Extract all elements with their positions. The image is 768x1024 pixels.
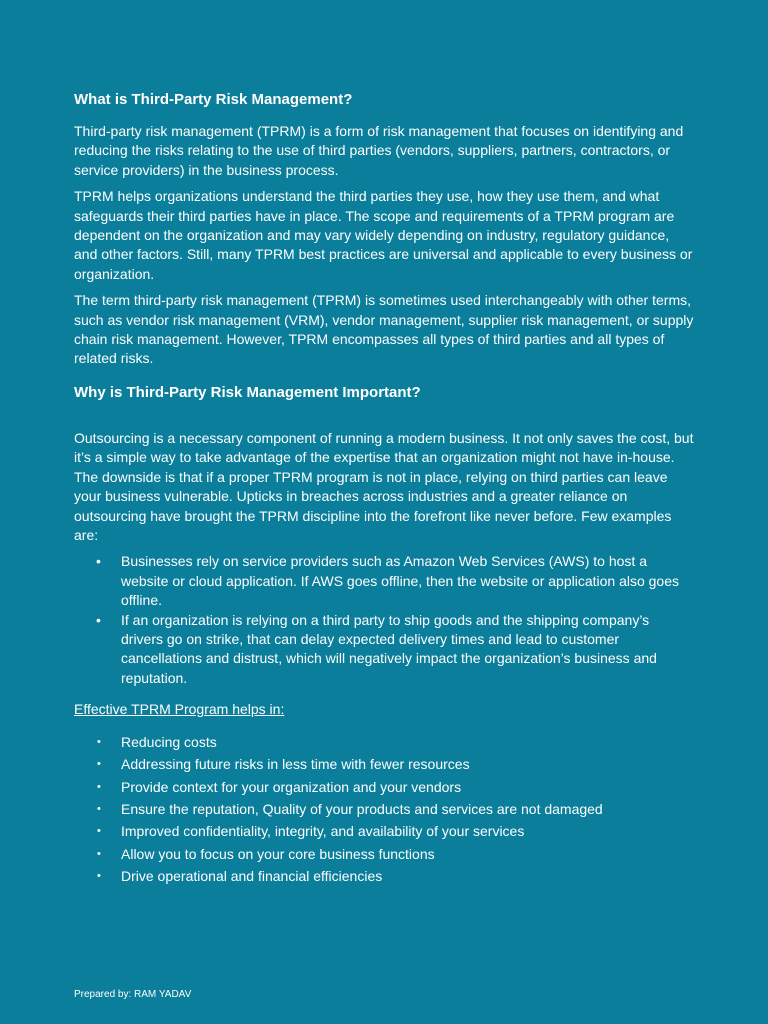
subheading-effective-tprm: Effective TPRM Program helps in: bbox=[74, 701, 285, 718]
document-page bbox=[74, 90, 694, 887]
bullet-icon: • bbox=[97, 803, 101, 816]
section-heading-why-important: Why is Third-Party Risk Management Important? bbox=[74, 383, 421, 401]
list-item bbox=[74, 753, 694, 775]
list-item bbox=[74, 776, 694, 798]
list-item-text: Businesses rely on service providers such as Amazon Web Services (AWS) to host a website or cloud application. If AWS goes offline, then the website or application also goes offline. bbox=[121, 553, 680, 609]
list-item bbox=[74, 798, 694, 820]
list-item-text: Reducing costs bbox=[121, 734, 217, 751]
list-item-text: If an organization is relying on a third party to ship goods and the shipping company’s drivers go on strike, that can delay expected delivery times and lead to customer cancellations and distrust, which will negatively impact the organization’s business and reputation. bbox=[121, 611, 657, 686]
list-item bbox=[74, 731, 694, 753]
bullet-icon: • bbox=[97, 869, 101, 882]
list-item bbox=[74, 865, 694, 887]
paragraph-outsourcing: Outsourcing is a necessary component of running a modern business. It not only saves the cost, but it’s a simple way to take advantage of the expertise that an organization might not have in-house. The downside is that if a proper TPRM program is not in place, relying on third parties can leave your business vulnerable. Upticks in breaches across industries and a greater reliance on outsourcing have brought the TPRM discipline into the forefront like never before. Few examples are: bbox=[74, 429, 694, 543]
bullet-icon: • bbox=[97, 825, 101, 838]
bullet-icon: • bbox=[97, 780, 101, 793]
list-item-text: Addressing future risks in less time with fewer resources bbox=[121, 756, 470, 773]
list-item-text: Allow you to focus on your core business functions bbox=[121, 845, 435, 862]
list-item-text: Improved confidentiality, integrity, and availability of your services bbox=[121, 823, 525, 840]
list-item bbox=[74, 611, 694, 689]
list-item bbox=[74, 820, 694, 842]
list-item bbox=[74, 552, 694, 610]
benefits-list bbox=[74, 731, 694, 887]
bullet-icon: • bbox=[96, 553, 101, 570]
list-item bbox=[74, 843, 694, 865]
list-item-text: Drive operational and financial efficiencies bbox=[121, 867, 383, 884]
paragraph-definition: Third-party risk management (TPRM) is a form of risk management that focuses on identifying and reducing the risks relating to the use of third parties (vendors, suppliers, partners, contractors, or service providers) in the business process. bbox=[74, 123, 684, 178]
paragraph-terminology: The term third-party risk management (TPRM) is sometimes used interchangeably with other terms, such as vendor risk management (VRM), vendor management, supplier risk management, or supply chain risk management. However, TPRM encompasses all types of third parties and all types of related risks. bbox=[74, 292, 694, 367]
bullet-icon: • bbox=[97, 736, 101, 749]
bullet-icon: • bbox=[96, 611, 101, 628]
footer-prepared-by: Prepared by: RAM YADAV bbox=[74, 989, 192, 1000]
paragraph-helps-organizations: TPRM helps organizations understand the third parties they use, how they use them, and what safeguards their third parties have in place. The scope and requirements of a TPRM program are dependent on the organization and may vary widely depending on industry, regulatory guidance, and other factors. Still, many TPRM best practices are universal and applicable to every business or organization. bbox=[74, 188, 693, 282]
bullet-icon: • bbox=[97, 758, 101, 771]
list-item-text: Provide context for your organization and your vendors bbox=[121, 778, 462, 795]
bullet-icon: • bbox=[97, 847, 101, 860]
list-item-text: Ensure the reputation, Quality of your products and services are not damaged bbox=[121, 801, 603, 818]
section-heading-what-is-tprm: What is Third-Party Risk Management? bbox=[74, 91, 353, 108]
examples-list bbox=[74, 552, 694, 688]
